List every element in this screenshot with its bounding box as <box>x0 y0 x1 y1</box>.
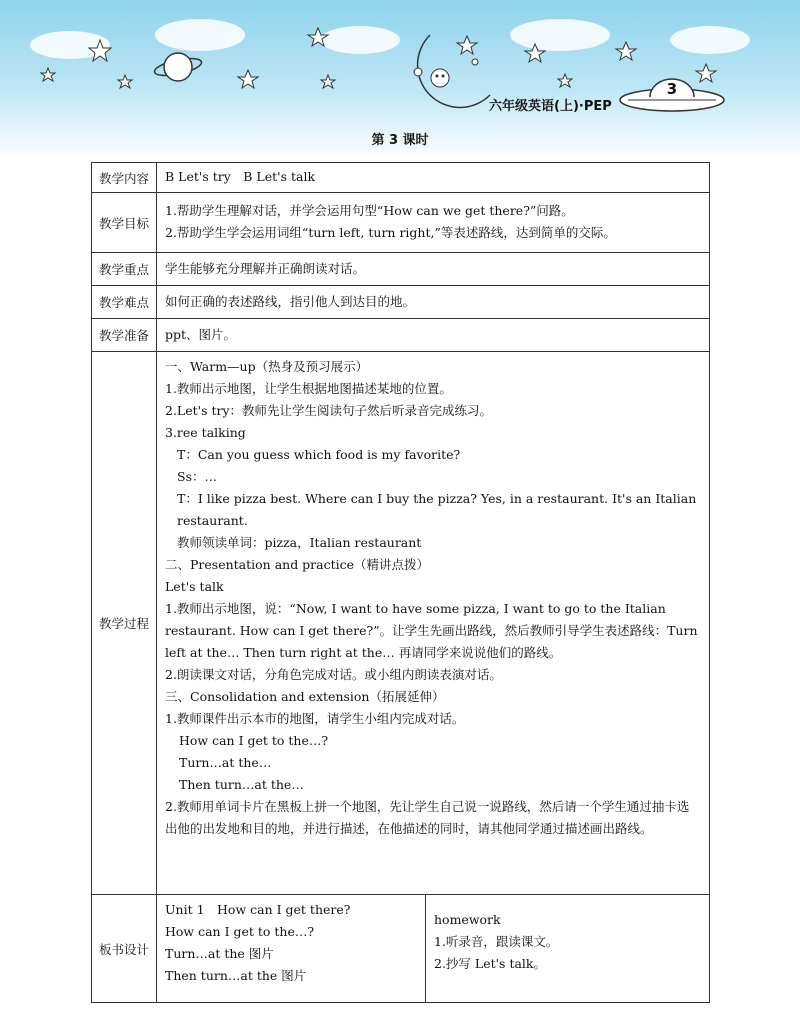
moon-icon <box>414 35 490 107</box>
process-line: 二、Presentation and practice（精讲点拨） <box>165 557 430 572</box>
process-line: 1.教师出示地图，让学生根据地图描述某地的位置。 <box>165 381 452 396</box>
process-cell <box>157 352 710 895</box>
process-line: T：I like pizza best. Where can I buy the pizza? Yes, in a restaurant. It's an Italian restaurant. <box>177 491 697 528</box>
row-label: 板书设计 <box>92 895 157 1003</box>
process-line: 3.ree talking <box>165 425 246 440</box>
row-label: 教学难点 <box>92 286 157 319</box>
board-columns <box>157 895 709 1002</box>
table-row-board <box>92 895 710 1003</box>
process-line: Then turn…at the… <box>179 777 304 792</box>
process-line: 三、Consolidation and extension（拓展延伸） <box>165 689 445 704</box>
board-line: How can I get to the…? <box>165 924 315 939</box>
board-left-column <box>157 895 426 1002</box>
row-label: 教学目标 <box>92 193 157 253</box>
board-line: Unit 1 How can I get there? <box>165 902 351 917</box>
preparation-cell <box>157 319 710 352</box>
board-line: Then turn…at the 图片 <box>165 968 307 983</box>
content-cell <box>157 163 710 193</box>
process-line: 2.Let's try：教师先让学生阅读句子然后听录音完成练习。 <box>165 403 493 418</box>
process-line: 2.朗读课文对话，分角色完成对话。或小组内朗读表演对话。 <box>165 667 502 682</box>
table-row-preparation <box>92 319 710 352</box>
table-row-process <box>92 352 710 895</box>
board-right-column <box>426 895 709 1002</box>
homework-title: homework <box>434 912 501 927</box>
process-line: How can I get to the…? <box>179 733 329 748</box>
table-row-difficulties <box>92 286 710 319</box>
preparation-text: ppt、图片。 <box>165 327 237 342</box>
process-line: T：Can you guess which food is my favorite? <box>177 447 461 462</box>
process-line: 教师领读单词：pizza，Italian restaurant <box>177 535 422 550</box>
process-line: 2.教师用单词卡片在黑板上拼一个地图，先让学生自己说一说路线，然后请一个学生通过抽卡选出他的出发地和目的地，并进行描述，在他描述的同时，请其他同学通过描述画出路线。 <box>165 799 690 836</box>
homework-item: 2.抄写 Let's talk。 <box>434 956 546 971</box>
table-row-content <box>92 163 710 193</box>
process-line: Ss：… <box>177 469 217 484</box>
list-item: 2.帮助学生学会运用词组“turn left, turn right,”等表述路线，达到简单的交际。 <box>165 225 616 240</box>
key-points-cell <box>157 253 710 286</box>
difficulties-text: 如何正确的表述路线，指引他人到达目的地。 <box>165 294 416 309</box>
row-label: 教学准备 <box>92 319 157 352</box>
board-cell <box>157 895 710 1003</box>
planet-icon <box>153 53 203 81</box>
table-row-key-points <box>92 253 710 286</box>
homework-item: 1.听录音，跟读课文。 <box>434 934 559 949</box>
difficulties-cell <box>157 286 710 319</box>
lesson-plan-table <box>91 162 710 1003</box>
clouds <box>30 19 750 59</box>
page-number: 3 <box>666 80 678 98</box>
row-label: 教学过程 <box>92 352 157 895</box>
book-label: 六年级英语(上)·PEP <box>489 99 612 114</box>
process-line: 1.教师课件出示本市的地图，请学生小组内完成对话。 <box>165 711 465 726</box>
objectives-cell <box>157 193 710 253</box>
board-line: Turn…at the 图片 <box>165 946 274 961</box>
process-line: 一、Warm—up（热身及预习展示） <box>165 359 369 374</box>
key-points-text: 学生能够充分理解并正确朗读对话。 <box>165 261 366 276</box>
row-label: 教学重点 <box>92 253 157 286</box>
process-line: Turn…at the… <box>179 755 272 770</box>
list-item: 1.帮助学生理解对话，并学会运用句型“How can we get there?”问路。 <box>165 203 574 218</box>
content-text: B Let's try B Let's talk <box>165 169 316 184</box>
lesson-title: 第 3 课时 <box>371 133 429 148</box>
process-line: 1.教师出示地图，说：“Now, I want to have some pizza, I want to go to the Italian restaurant. How can I get there?”。让学生先画出路线，然后教师引导学生表述路线：Turn left at the… Then turn right at the… 再请同学来说说他们的路线。 <box>165 601 698 660</box>
process-line: Let's talk <box>165 579 224 594</box>
table-row-objectives <box>92 193 710 253</box>
row-label: 教学内容 <box>92 163 157 193</box>
